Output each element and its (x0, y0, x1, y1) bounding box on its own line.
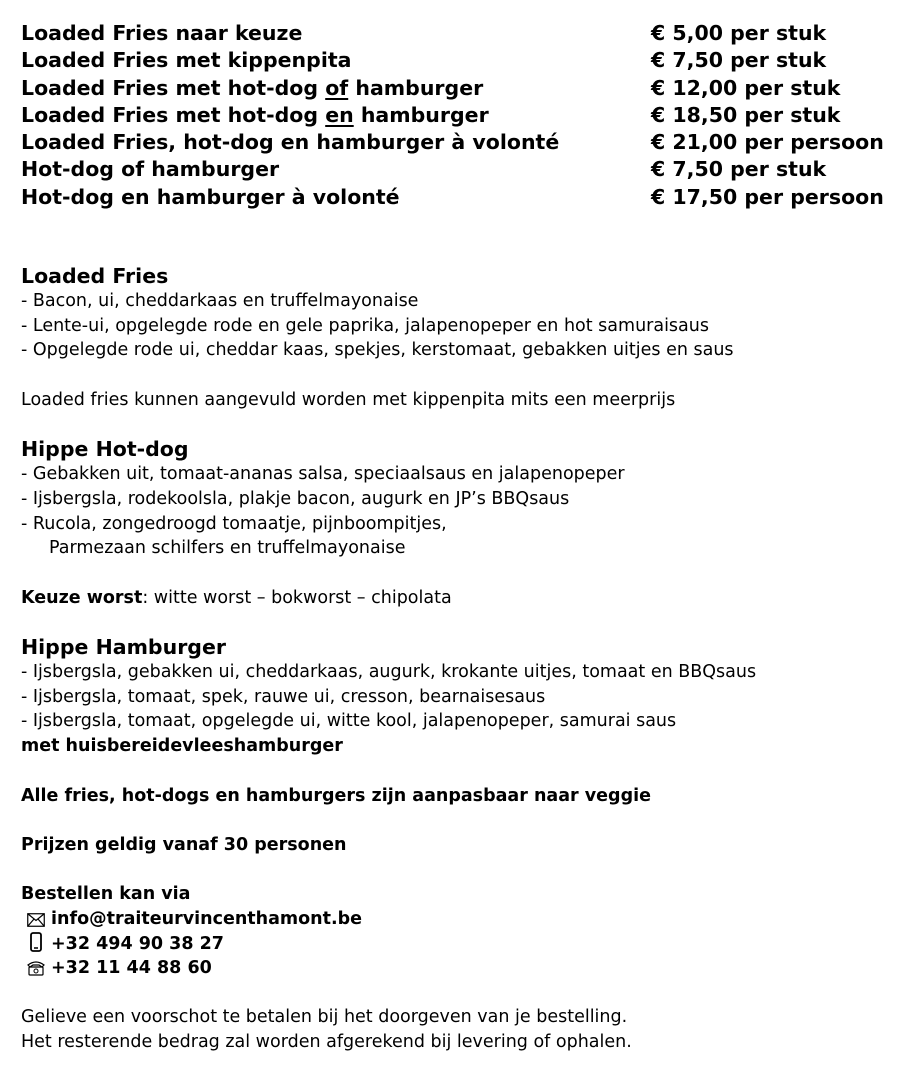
payment-note-line-1: Gelieve een voorschot te betalen bij het doorgeven van je bestelling. (21, 1007, 628, 1028)
price-value: € 7,50 per stuk (651, 48, 827, 73)
list-item: - Rucola, zongedroogd tomaatje, pijnboompitjes, (21, 513, 447, 534)
list-item: - Gebakken uit, tomaat-ananas salsa, speciaalsaus en jalapenopeper (21, 464, 625, 485)
price-row (21, 20, 891, 47)
payment-note-line-2: Het resterende bedrag zal worden afgerekend bij levering of ophalen. (21, 1031, 632, 1052)
price-item-name: Loaded Fries met hot-dog of hamburger (21, 75, 484, 100)
email-link[interactable]: info@traiteurvincenthamont.be (51, 909, 363, 930)
list-item: - Ijsbergsla, rodekoolsla, plakje bacon, augurk en JP’s BBQsaus (21, 488, 570, 509)
phone-number[interactable]: +32 11 44 88 60 (51, 958, 212, 979)
sausage-choice-label: Keuze worst (21, 587, 143, 608)
list-item: - Bacon, ui, cheddarkaas en truffelmayonaise (21, 291, 419, 311)
contact-email[interactable] (21, 907, 891, 932)
hamburger-footer: met huisbereidevleeshamburger (21, 736, 343, 757)
list-item: - Opgelegde rode ui, cheddar kaas, spekjes, kerstomaat, gebakken uitjes en saus (21, 340, 734, 361)
mobile-number[interactable]: +32 494 90 38 27 (51, 933, 224, 954)
price-item-name: Loaded Fries met hot-dog en hamburger (21, 102, 489, 127)
price-value: € 12,00 per stuk (651, 75, 841, 100)
section-title-loaded-fries: Loaded Fries (21, 264, 169, 288)
veggie-note: Alle fries, hot-dogs en hamburgers zijn aanpasbaar naar veggie (21, 785, 651, 806)
price-row (21, 156, 891, 183)
underlined-word: en (325, 102, 354, 127)
price-row (21, 75, 891, 102)
price-item-name: Loaded Fries met kippenpita (21, 48, 352, 73)
price-value: € 7,50 per stuk (651, 157, 827, 182)
menu-details (21, 264, 891, 1055)
order-title: Bestellen kan via (21, 884, 191, 905)
sausage-choice (21, 586, 891, 611)
underlined-word: of (325, 75, 349, 100)
envelope-icon (21, 907, 51, 932)
section-title-hotdog: Hippe Hot-dog (21, 437, 189, 462)
list-item: - Ijsbergsla, tomaat, opgelegde ui, witte kool, jalapenopeper, samurai saus (21, 711, 677, 732)
price-list (21, 20, 891, 211)
telephone-icon (21, 956, 51, 981)
price-row (21, 102, 891, 129)
price-value: € 21,00 per persoon (651, 130, 884, 155)
price-value: € 18,50 per stuk (651, 102, 841, 127)
price-value: € 5,00 per stuk (651, 21, 827, 45)
price-item-name: Hot-dog en hamburger à volonté (21, 184, 400, 209)
price-row (21, 129, 891, 156)
price-row (21, 47, 891, 74)
loaded-fries-note: Loaded fries kunnen aangevuld worden met kippenpita mits een meerprijs (21, 389, 676, 410)
list-item: - Ijsbergsla, gebakken ui, cheddarkaas, augurk, krokante uitjes, tomaat en BBQsaus (21, 662, 757, 683)
price-item-name: Loaded Fries, hot-dog en hamburger à volonté (21, 130, 560, 155)
price-row (21, 184, 891, 211)
list-item: - Lente-ui, opgelegde rode en gele paprika, jalapenopeper en hot samuraisaus (21, 315, 709, 336)
price-item-name: Hot-dog of hamburger (21, 157, 280, 182)
contact-mobile[interactable] (21, 932, 891, 957)
price-value: € 17,50 per persoon (651, 184, 884, 209)
sausage-choice-options: : witte worst – bokworst – chipolata (142, 587, 452, 608)
section-title-hamburger: Hippe Hamburger (21, 635, 226, 660)
list-item-continuation: Parmezaan schilfers en truffelmayonaise (49, 538, 406, 559)
list-item: - Ijsbergsla, tomaat, spek, rauwe ui, cresson, bearnaisesaus (21, 686, 546, 707)
contact-phone[interactable] (21, 956, 891, 981)
mobile-phone-icon (21, 932, 51, 957)
minimum-persons-note: Prijzen geldig vanaf 30 personen (21, 834, 347, 855)
price-item-name: Loaded Fries naar keuze (21, 21, 303, 45)
